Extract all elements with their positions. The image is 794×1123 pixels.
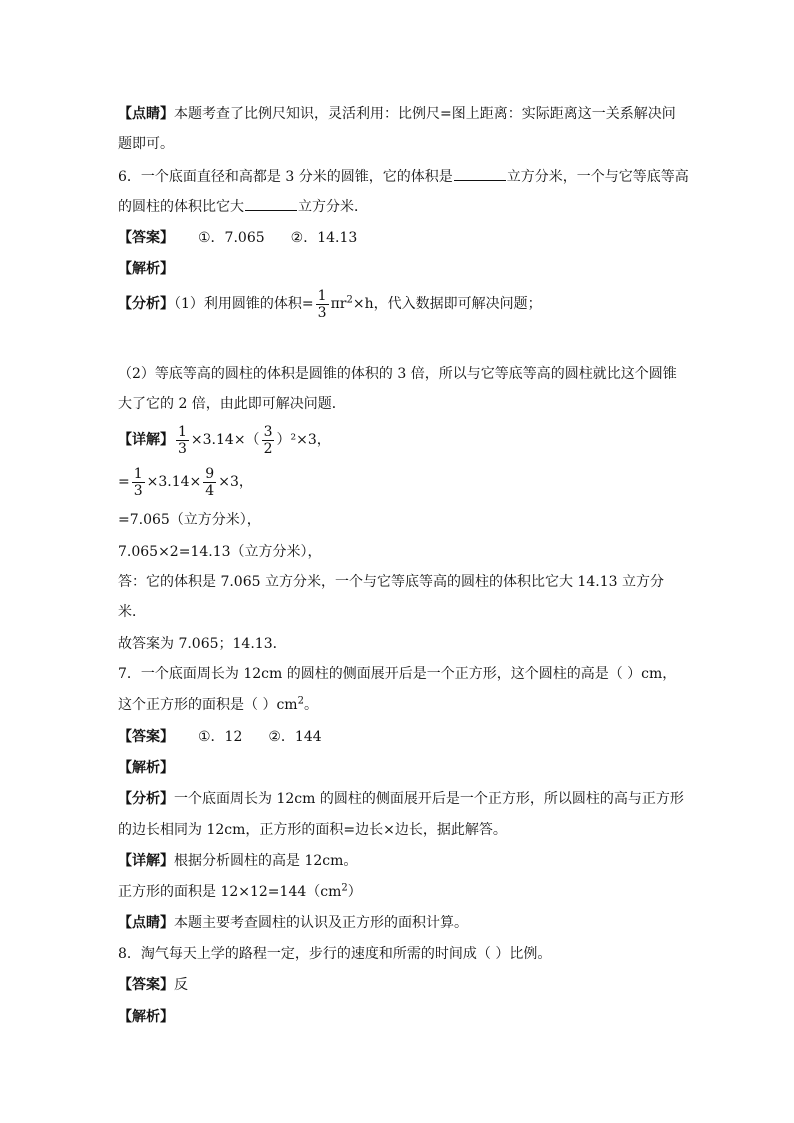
dianjing-continuation: 题即可。	[118, 136, 174, 152]
calc1-text-b: ）²×3，	[276, 432, 331, 448]
q7-area-text-a: 正方形的面积是 12×12=144（cm	[118, 884, 342, 900]
q6-answer-statement-line-2: 米．	[118, 604, 146, 620]
q7-area-superscript: 2	[341, 882, 348, 894]
q6-final-answer: 故答案为 7.065；14.13．	[118, 636, 287, 652]
q7-fenxi-text: 一个底面周长为 12cm 的圆柱的侧面展开后是一个正方形，所以圆柱的高与正方形	[174, 791, 684, 807]
q8-answer-line	[118, 975, 188, 995]
q6-answer-statement-line-1: 答：它的体积是 7.065 立方分米，一个与它等底等高的圆柱的体积比它大 14.13 立方分	[118, 574, 664, 590]
q7-fenxi-tag: 【分析】	[118, 791, 174, 807]
question-6-line-2	[118, 196, 368, 217]
q6-answer-line	[118, 228, 357, 248]
fraction-numerator: 3	[263, 423, 273, 440]
q6-answer-blank-2	[245, 196, 297, 211]
q7-fenxi-line-2: 的边长相同为 12cm，正方形的面积=边长×边长，据此解答。	[118, 822, 507, 838]
dianjing-text: 本题考查了比例尺知识，灵活利用：比例尺=图上距离：实际距离这一关系解决问	[174, 106, 676, 122]
q6-jiexi-tag: 【解析】	[118, 261, 174, 277]
q6-text-a: 6．一个底面直径和高都是 3 分米的圆锥，它的体积是	[118, 169, 453, 185]
q7-answer-2: ②．144	[268, 729, 322, 745]
fraction-numerator: 1	[317, 287, 327, 304]
q6-text-d: 立方分米．	[298, 199, 368, 215]
q7-area-line	[118, 882, 362, 902]
q7-jiexi-tag: 【解析】	[118, 760, 174, 776]
q6-calc-line-4: 7.065×2=14.13（立方分米），	[118, 544, 322, 560]
q6-fenxi-superscript: 2	[346, 294, 353, 306]
q6-fenxi-line	[118, 284, 542, 324]
q6-answer-1: ①．7.065	[198, 230, 265, 246]
calc2-text-a: ×3.14×	[146, 474, 202, 490]
q6-calc-line-3: =7.065（立方分米），	[118, 512, 261, 528]
q7-text-a: 这个正方形的面积是（ ）cm	[118, 697, 298, 713]
dianjing-line	[118, 104, 676, 124]
q8-answer-text: 反	[174, 977, 188, 993]
calc2-fraction-1	[132, 466, 145, 499]
q6-text-b: 立方分米，一个与它等底等高	[506, 169, 689, 185]
fraction-numerator: 9	[205, 465, 215, 482]
q7-answer-tag: 【答案】	[118, 729, 174, 745]
question-6-line-1	[118, 166, 689, 187]
calc2-text-b: ×3，	[218, 474, 253, 490]
calc2-fraction-2	[203, 466, 216, 499]
dianjing-tag: 【点睛】	[118, 106, 174, 122]
q6-fenxi-c: ×h，代入数据即可解决问题；	[352, 296, 542, 312]
calc1-fraction-2	[262, 424, 275, 457]
fraction-denominator: 3	[317, 304, 327, 321]
q7-text-b: 。	[303, 697, 318, 713]
q7-xiangjie-line	[118, 851, 357, 871]
q7-answer-line	[118, 727, 322, 747]
question-8-line-1: 8．淘气每天上学的路程一定，步行的速度和所需的时间成（ ）比例。	[118, 946, 552, 962]
fraction-denominator: 3	[178, 440, 187, 457]
q7-area-text-b: ）	[347, 884, 362, 900]
q8-answer-tag: 【答案】	[118, 977, 174, 993]
question-7-line-2	[118, 695, 318, 715]
q6-xiangjie-line	[118, 420, 331, 460]
fraction-numerator: 1	[178, 423, 187, 440]
q6-text-c: 的圆柱的体积比它大	[118, 199, 244, 215]
q7-answer-1: ①．12	[198, 729, 243, 745]
q6-calc-line-2	[118, 462, 253, 502]
q7-xiangjie-text: 根据分析圆柱的高是 12cm。	[174, 853, 358, 869]
calc1-fraction-1	[176, 424, 189, 457]
fraction-denominator: 4	[205, 482, 215, 499]
q6-fenxi-tag: 【分析】	[118, 296, 174, 312]
q7-fenxi-line-1	[118, 789, 684, 809]
q6-fenxi-fraction	[316, 288, 329, 321]
q6-xiangjie-tag: 【详解】	[118, 432, 174, 448]
q6-fenxi-b: πr	[330, 296, 347, 312]
calc1-text-a: ×3.14×（	[190, 432, 260, 448]
q7-xiangjie-tag: 【详解】	[118, 853, 174, 869]
q8-jiexi-tag: 【解析】	[118, 1009, 174, 1025]
q7-dianjing-line	[118, 913, 468, 933]
question-7-line-1: 7．一个底面周长为 12cm 的圆柱的侧面展开后是一个正方形，这个圆柱的高是（ ）cm，	[118, 666, 677, 682]
q7-superscript: 2	[297, 695, 304, 707]
q6-fenxi-part2-line-1: （2）等底等高的圆柱的体积是圆锥的体积的 3 倍，所以与它等底等高的圆柱就比这个圆锥	[118, 366, 677, 382]
fraction-numerator: 1	[133, 465, 143, 482]
calc2-eq: =	[118, 474, 130, 490]
q6-answer-tag: 【答案】	[118, 230, 174, 246]
q6-fenxi-part2-line-2: 大了它的 2 倍，由此即可解决问题．	[118, 396, 346, 412]
q7-dianjing-tag: 【点睛】	[118, 915, 174, 931]
q6-fenxi-a: （1）利用圆锥的体积=	[174, 296, 314, 312]
fraction-denominator: 2	[263, 440, 273, 457]
q7-dianjing-text: 本题主要考查圆柱的认识及正方形的面积计算。	[174, 915, 468, 931]
fraction-denominator: 3	[133, 482, 143, 499]
q6-answer-blank-1	[454, 166, 506, 181]
q6-answer-2: ②．14.13	[290, 230, 358, 246]
